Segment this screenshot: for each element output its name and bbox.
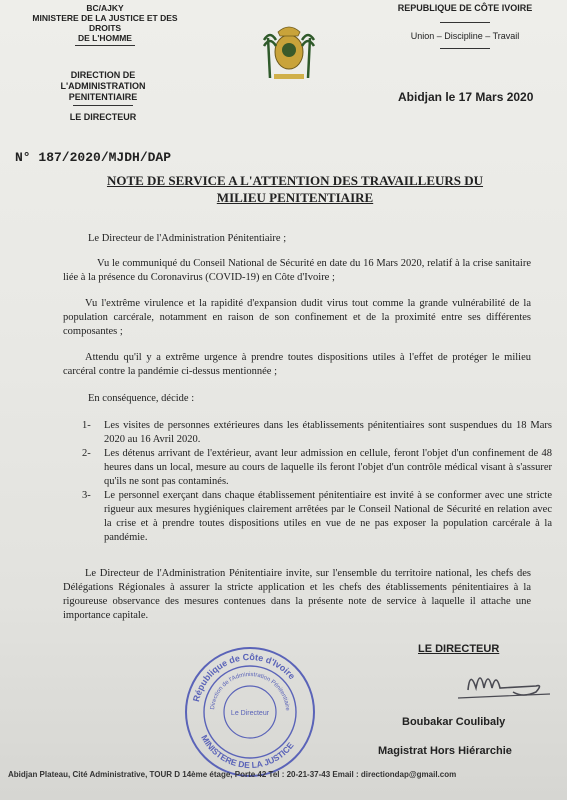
- paragraph-urgency: Attendu qu'il y a extrême urgence à prendre toutes dispositions utiles à l'effet de protéger le milieu carcéral contre la pandémie ci-dessus mentionnée ;: [63, 352, 531, 377]
- official-stamp: [178, 640, 323, 785]
- divider: [75, 45, 135, 46]
- document-date: Abidjan le 17 Mars 2020: [398, 90, 534, 104]
- header-left: [30, 3, 180, 48]
- signatory-rank: Magistrat Hors Hiérarchie: [378, 745, 512, 757]
- stamp-bottom-text: MINISTERE DE LA JUSTICE: [199, 733, 296, 771]
- divider: [440, 48, 490, 49]
- header-direction: [28, 70, 178, 123]
- item-number: 2-: [82, 448, 91, 459]
- divider: [73, 105, 133, 106]
- intro-line: Le Directeur de l'Administration Pénitentiaire ;: [88, 233, 287, 244]
- item-text: Les visites de personnes extérieures dans les établissements pénitentiaires sont suspendues du 18 Mars 2020 au 16 Avril 2020.: [104, 420, 552, 445]
- decision-intro: En conséquence, décide :: [88, 393, 195, 404]
- direction-line-1: DIRECTION DE L'ADMINISTRATION: [60, 70, 146, 91]
- document-number: N° 187/2020/MJDH/DAP: [15, 150, 172, 165]
- ministry-line-1: MINISTERE DE LA JUSTICE ET DES DROITS: [32, 13, 178, 33]
- signatory-name: Boubakar Coulibaly: [402, 716, 506, 728]
- item-text: Les détenus arrivant de l'extérieur, avant leur admission en cellule, feront l'objet d'un confinement de 48 heures dans un local, mesure au cours de laquelle ils feront l'objet d'un contrôle médical visant à s'assurer qu'ils ne sont pas contaminés.: [104, 448, 552, 487]
- item-text: Le personnel exerçant dans chaque établissement pénitentiaire est invité à se conformer avec une stricte rigueur aux mesures hygiéniques clairement arrêtées par le Conseil National de Sécurité en relation avec la crise et à prendre toutes dispositions utiles en vue de ne pas exposer la population carcérale à la pandémie.: [104, 490, 552, 543]
- svg-text:Direction de l'Administration: [210, 672, 290, 712]
- republic-name: REPUBLIQUE DE CÔTE IVOIRE: [397, 3, 533, 13]
- decision-item-1: [82, 419, 552, 447]
- divider: [440, 22, 490, 23]
- footer-address: Abidjan Plateau, Cité Administrative, TOUR D 14ème étage, Porte 42 Tel : 20-21-37-43 Email : directiondap@gmail.com: [8, 770, 457, 779]
- signature-title: LE DIRECTEUR: [418, 643, 500, 655]
- paragraph-virulence: Vu l'extrême virulence et la rapidité d'expansion dudit virus tout comme la grande vulnérabilité de la population carcérale, notamment en raison de son confinement et de la proximité entre ses différentes composantes ;: [63, 298, 531, 337]
- direction-line-2: PENITENTIAIRE: [68, 92, 138, 102]
- document-title: [60, 172, 530, 206]
- paragraph-communique: Vu le communiqué du Conseil National de Sécurité en date du 16 Mars 2020, relatif à la crise sanitaire liée à la présence du Coronavirus (COVID-19) en Côte d'Ivoire ;: [63, 258, 531, 283]
- ministry-line-2: DE L'HOMME: [78, 33, 132, 43]
- closing-paragraph: Le Directeur de l'Administration Pénitentiaire invite, sur l'ensemble du territoire national, les chefs des Délégations Régionales à assurer la stricte application et les chefs des établissements pénitentiaires à la rigoureuse observance des mesures contenues dans la présente note de service à laquelle il attache une importance capitale.: [63, 568, 531, 621]
- stamp-outer-text: République de Côte d'Ivoire: [191, 651, 298, 703]
- coat-of-arms-emblem: [248, 18, 330, 84]
- decision-item-2: [82, 447, 552, 489]
- title-line-2: MILIEU PENITENTIAIRE: [216, 190, 374, 205]
- national-motto: Union – Discipline – Travail: [410, 31, 520, 41]
- director-label: LE DIRECTEUR: [69, 112, 137, 122]
- stamp-inner-text: Direction de l'Administration Pénitentiaire: [210, 671, 291, 712]
- decision-item-3: [82, 489, 552, 545]
- item-number: 3-: [82, 490, 91, 501]
- item-number: 1-: [82, 420, 91, 431]
- ref-code: BC/AJKY: [86, 3, 124, 13]
- title-line-1: NOTE DE SERVICE A L'ATTENTION DES TRAVAILLEURS DU: [106, 173, 484, 188]
- handwritten-signature: [418, 662, 558, 707]
- stamp-center-text: Le Directeur: [230, 710, 270, 717]
- header-right: [390, 3, 540, 55]
